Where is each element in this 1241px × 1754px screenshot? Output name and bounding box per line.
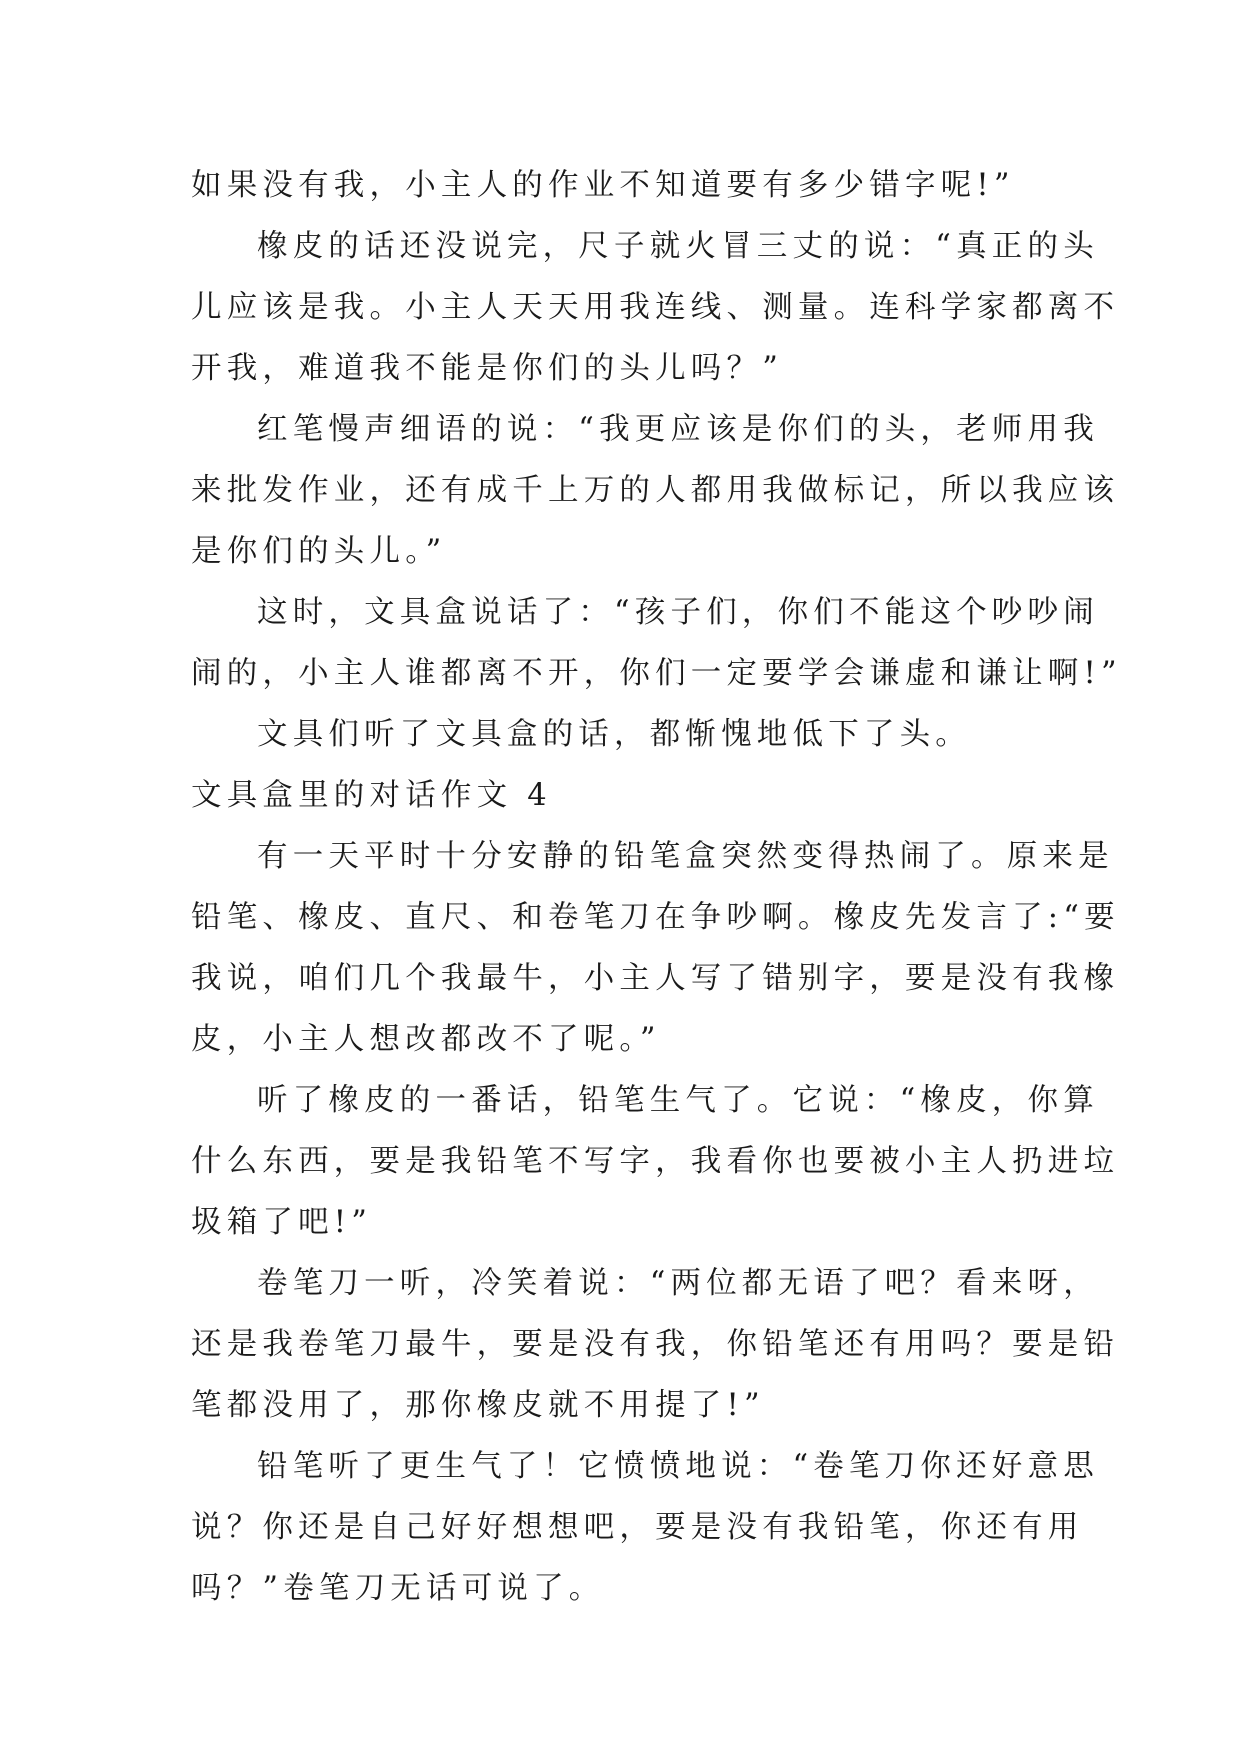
text-line: 铅笔、橡皮、直尺、和卷笔刀在争吵啊。橡皮先发言了:“要 <box>191 900 1120 935</box>
text-line: 圾箱了吧!” <box>191 1205 373 1240</box>
paragraph-start-line: 红笔慢声细语的说：“我更应该是你们的头，老师用我 <box>257 412 1099 447</box>
text-line: 闹的，小主人谁都离不开，你们一定要学会谦虚和谦让啊!” <box>191 656 1122 691</box>
paragraph-start-line: 这时，文具盒说话了：“孩子们，你们不能这个吵吵闹 <box>257 595 1099 630</box>
document-page <box>191 155 1122 1619</box>
text-line: 说？你还是自己好好想想吧，要是没有我铅笔，你还有用 <box>191 1510 1084 1545</box>
paragraph-start-line: 有一天平时十分安静的铅笔盒突然变得热闹了。原来是 <box>257 839 1114 874</box>
text-line: 是你们的头儿。” <box>191 534 447 569</box>
text-line: 笔都没用了，那你橡皮就不用提了!” <box>191 1388 765 1423</box>
text-line: 吗？”卷笔刀无话可说了。 <box>191 1571 605 1606</box>
text-line: 开我，难道我不能是你们的头儿吗？” <box>191 351 783 386</box>
text-line: 儿应该是我。小主人天天用我连线、测量。连科学家都离不 <box>191 290 1120 325</box>
text-line: 我说，咱们几个我最牛，小主人写了错别字，要是没有我橡 <box>191 961 1120 996</box>
text-line: 什么东西，要是我铅笔不写字，我看你也要被小主人扔进垃 <box>191 1144 1120 1179</box>
paragraph-start-line: 橡皮的话还没说完，尺子就火冒三丈的说：“真正的头 <box>257 229 1099 264</box>
paragraph-start-line: 铅笔听了更生气了！它愤愤地说：“卷笔刀你还好意思 <box>257 1449 1099 1484</box>
text-line: 来批发作业，还有成千上万的人都用我做标记，所以我应该 <box>191 473 1120 508</box>
text-line: 还是我卷笔刀最牛，要是没有我，你铅笔还有用吗？要是铅 <box>191 1327 1120 1362</box>
section-heading: 文具盒里的对话作文 4 <box>191 778 552 813</box>
text-line: 皮，小主人想改都改不了呢。” <box>191 1022 661 1057</box>
paragraph-start-line: 文具们听了文具盒的话，都惭愧地低下了头。 <box>257 717 971 752</box>
paragraph-start-line: 卷笔刀一听，冷笑着说：“两位都无语了吧？看来呀， <box>257 1266 1099 1301</box>
text-line: 如果没有我，小主人的作业不知道要有多少错字呢!” <box>191 168 1015 203</box>
paragraph-start-line: 听了橡皮的一番话，铅笔生气了。它说：“橡皮，你算 <box>257 1083 1099 1118</box>
